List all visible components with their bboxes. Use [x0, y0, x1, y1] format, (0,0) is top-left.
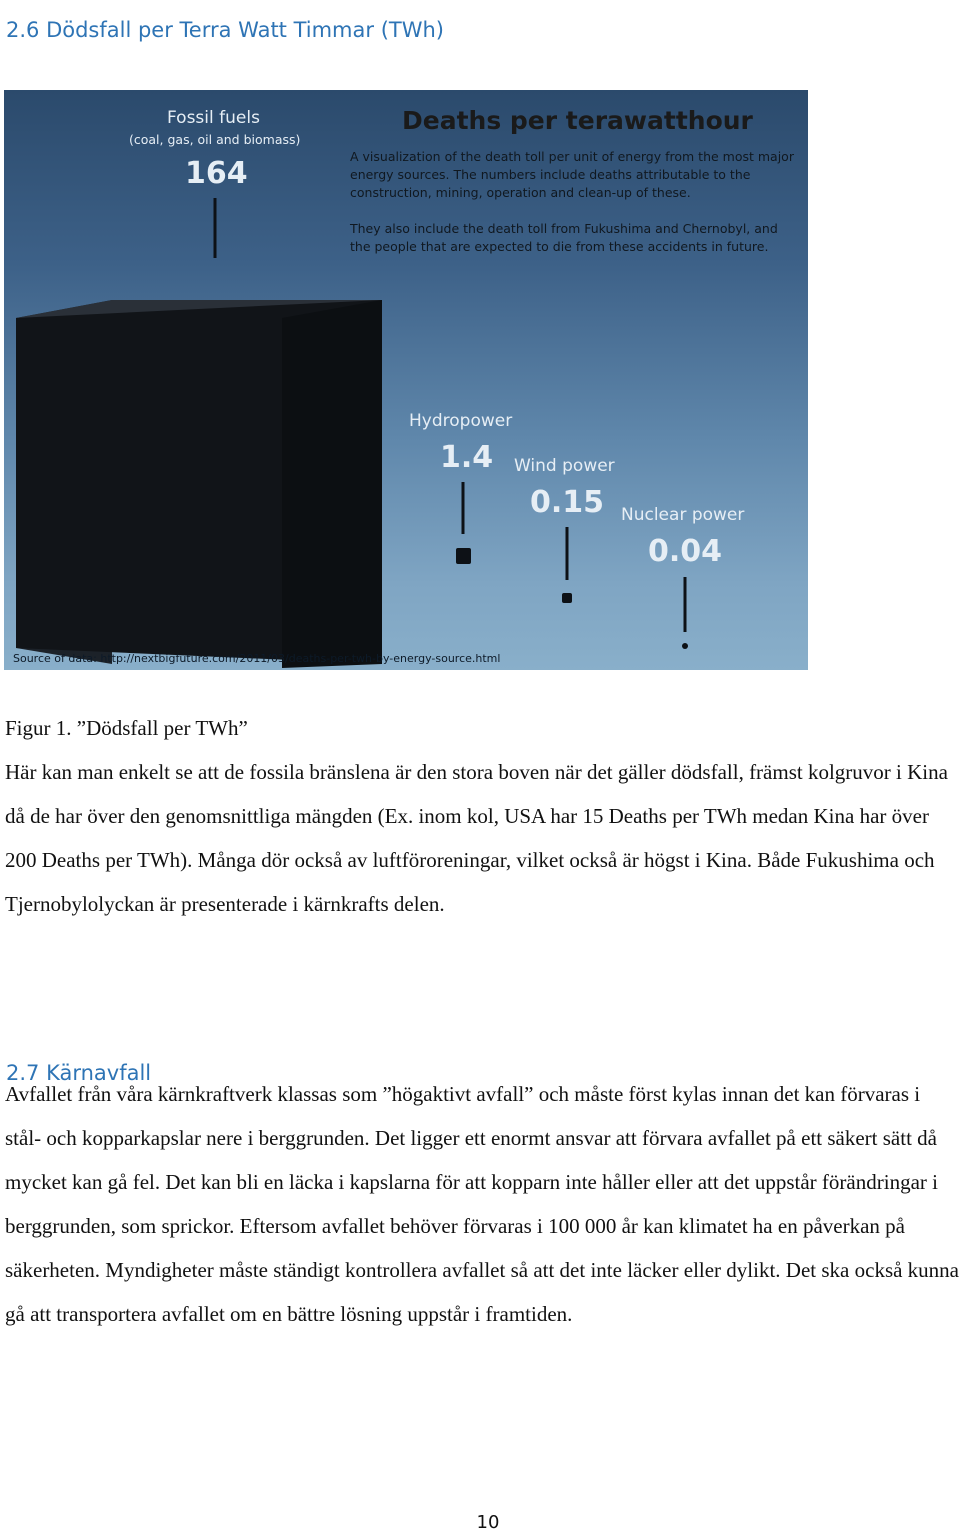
wind-power-value: 0.15 — [530, 485, 605, 520]
data-source-note: Source of data: http://nextbigfuture.com/2011/03/deaths-per-twh-by-energy-source.html — [13, 652, 501, 665]
section-heading-deaths-per-twh: 2.6 Dödsfall per Terra Watt Timmar (TWh) — [6, 18, 444, 43]
section-heading-nuclear-waste: 2.7 Kärnavfall — [6, 1061, 152, 1086]
nuclear-power-value: 0.04 — [648, 534, 723, 569]
hydropower-label: Hydropower — [409, 411, 513, 431]
deaths-per-twh-infographic — [4, 90, 808, 670]
nuclear-power-cube — [682, 643, 688, 649]
fossil-fuels-label: Fossil fuels — [167, 108, 260, 128]
infographic-description-2: They also include the death toll from Fukushima and Chernobyl, and the people that are expected to die from these accidents in future. — [350, 221, 778, 254]
fossil-fuels-cube-right — [282, 300, 382, 668]
infographic-description: A visualization of the death toll per unit of energy from the most major energy sources. The numbers include deaths attributable to the construction, mining, operation and clean-up of these. — [350, 149, 794, 200]
page-number: 10 — [476, 1512, 500, 1533]
figure-caption: Figur 1. ”Dödsfall per TWh” — [5, 716, 248, 740]
wind-power-cube — [562, 593, 572, 603]
body-paragraph-nuclear-waste: Avfallet från våra kärnkraftverk klassas som ”högaktivt avfall” och måste först kylas innan det kan förvaras i stål- och kopparkapslar nere i berggrunden. Det ligger ett enormt ansvar att förvara avfallet på ett säkert sätt då mycket kan gå fel. Det kan bli en läcka i kapslarna för att kopparn inte håller eller att det uppstår förändringar i berggrunden, som sprickor. Eftersom avfallet behöver förvaras i 100 000 år kan klimatet ha en påverkan på säkerheten. Myndigheter måste ständigt kontrollera avfallet så att det inte läcker eller dylikt. Det ska också kunna gå att transportera avfallet om en bättre lösning uppstår i framtiden. — [5, 1082, 960, 1326]
infographic-title: Deaths per terawatthour — [402, 106, 753, 135]
hydropower-cube — [456, 548, 471, 564]
fossil-fuels-value: 164 — [185, 156, 248, 191]
hydropower-value: 1.4 — [440, 440, 494, 475]
fossil-fuels-sublabel: (coal, gas, oil and biomass) — [129, 132, 301, 147]
body-paragraph-fossil: Här kan man enkelt se att de fossila bränslena är den stora boven när det gäller dödsfall, främst kolgruvor i Kina då de har över den genomsnittliga mängden (Ex. inom kol, USA har 15 Deaths per TWh medan Kina har över 200 Deaths per TWh). Många dör också av luftföroreningar, vilket också är högst i Kina. Både Fukushima och Tjernobylolyckan är presenterade i kärnkrafts delen. — [5, 760, 948, 916]
wind-power-label: Wind power — [514, 456, 615, 476]
nuclear-power-label: Nuclear power — [621, 505, 745, 525]
